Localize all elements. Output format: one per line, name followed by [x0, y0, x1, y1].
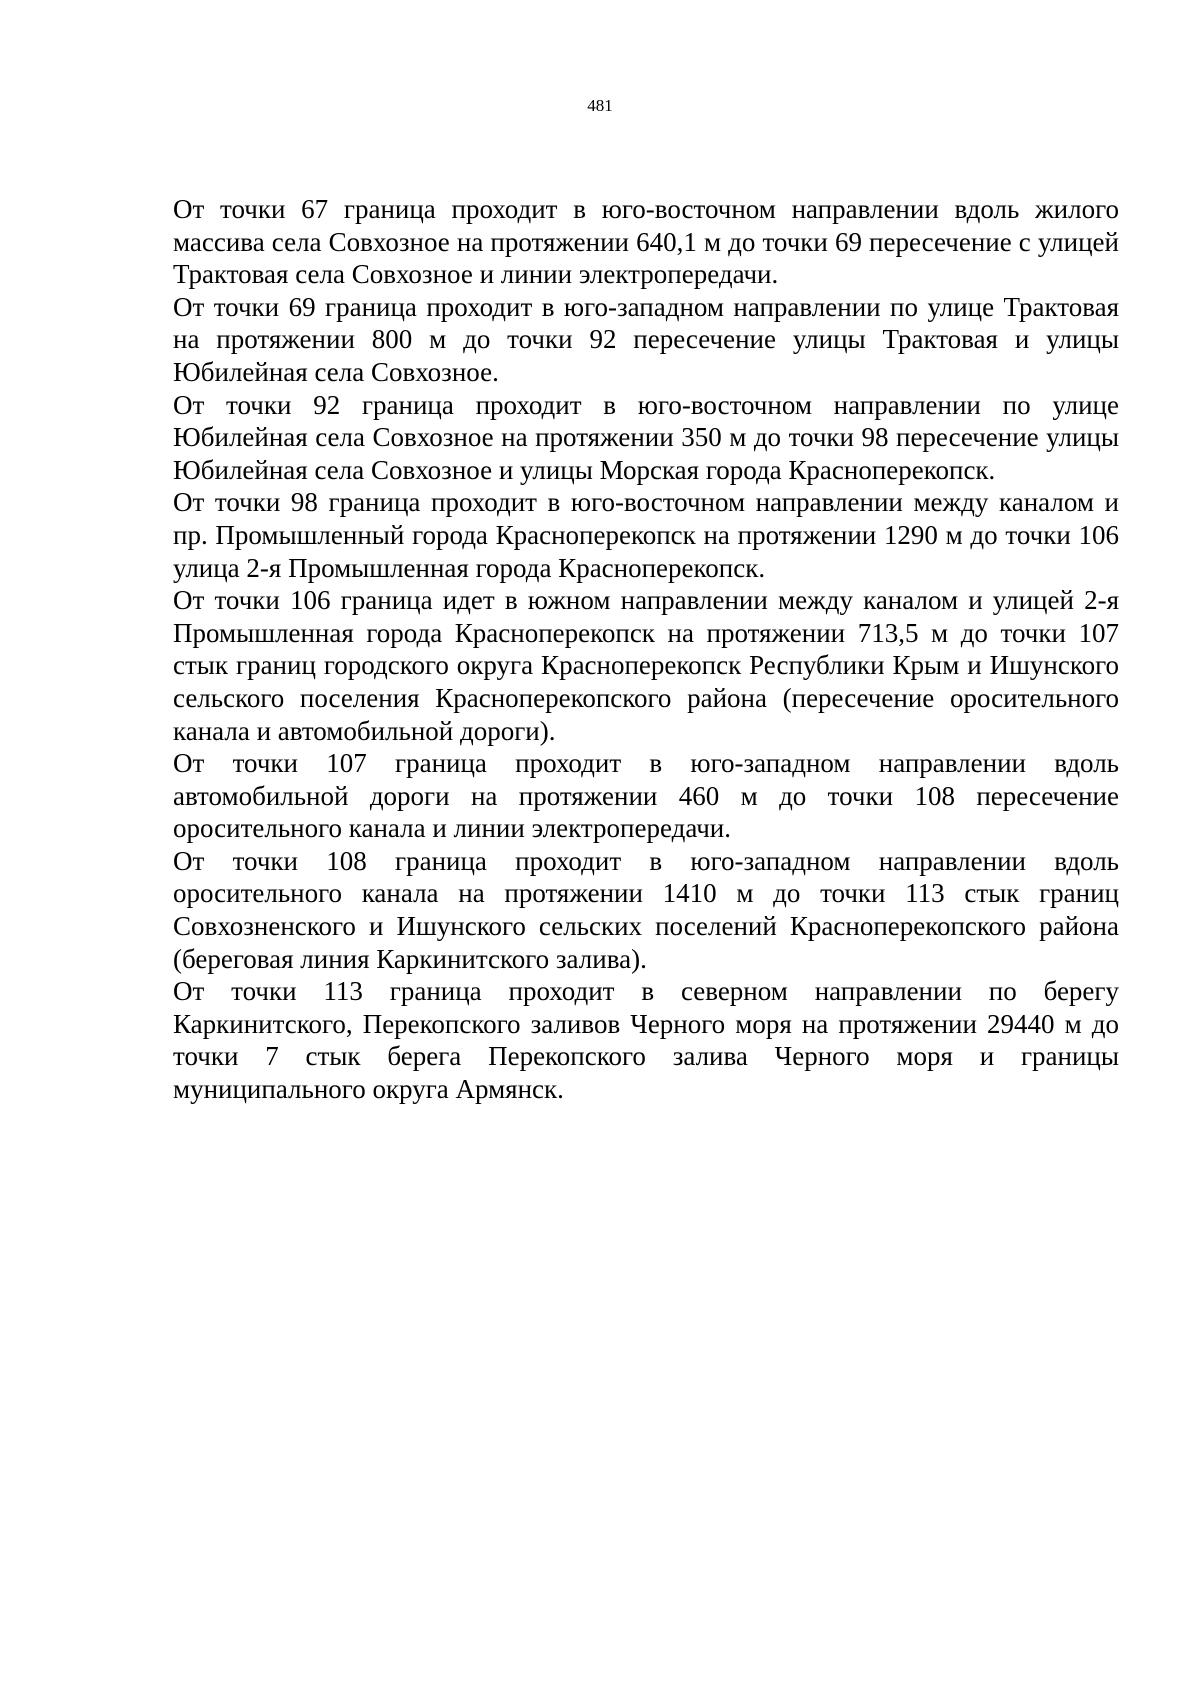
paragraph: От точки 106 граница идет в южном направлении между каналом и улицей 2-я Промышленная города Красноперекопск на протяжении 713,5 м до точки 107 стык границ городского округа Красноперекопск Республики Крым и Ишунского сельского поселения Красноперекопского района (пересечение оросительного канала и автомобильной дороги). [173, 585, 1119, 746]
paragraph: От точки 92 граница проходит в юго-восточном направлении по улице Юбилейная села Совхозное на протяжении 350 м до точки 98 пересечение улицы Юбилейная села Совхозное и улицы Морская города Красноперекопск. [173, 389, 1119, 485]
page-number: 481 [587, 96, 613, 115]
paragraph: От точки 113 граница проходит в северном направлении по берегу Каркинитского, Перекопского заливов Черного моря на протяжении 29440 м до точки 7 стык берега Перекопского залива Черного моря и границы муниципального округа Армянск. [173, 976, 1119, 1105]
paragraph: От точки 108 граница проходит в юго-западном направлении вдоль оросительного канала на протяжении 1410 м до точки 113 стык границ Совхозненского и Ишунского сельских поселений Красноперекопского района (береговая линия Каркинитского залива). [173, 845, 1119, 974]
paragraph: От точки 67 граница проходит в юго-восточном направлении вдоль жилого массива села Совхозное на протяжении 640,1 м до точки 69 пересечение с улицей Трактовая села Совхозное и линии электропередачи. [173, 194, 1119, 290]
paragraph: От точки 107 граница проходит в юго-западном направлении вдоль автомобильной дороги на протяжении 460 м до точки 108 пересечение оросительного канала и линии электропередачи. [173, 748, 1119, 844]
paragraph: От точки 69 граница проходит в юго-западном направлении по улице Трактовая на протяжении 800 м до точки 92 пересечение улицы Трактовая и улицы Юбилейная села Совхозное. [173, 291, 1119, 387]
paragraph: От точки 98 граница проходит в юго-восточном направлении между каналом и пр. Промышленный города Красноперекопск на протяжении 1290 м до точки 106 улица 2-я Промышленная города Красноперекопск. [173, 487, 1119, 583]
document-body [173, 193, 1119, 1106]
